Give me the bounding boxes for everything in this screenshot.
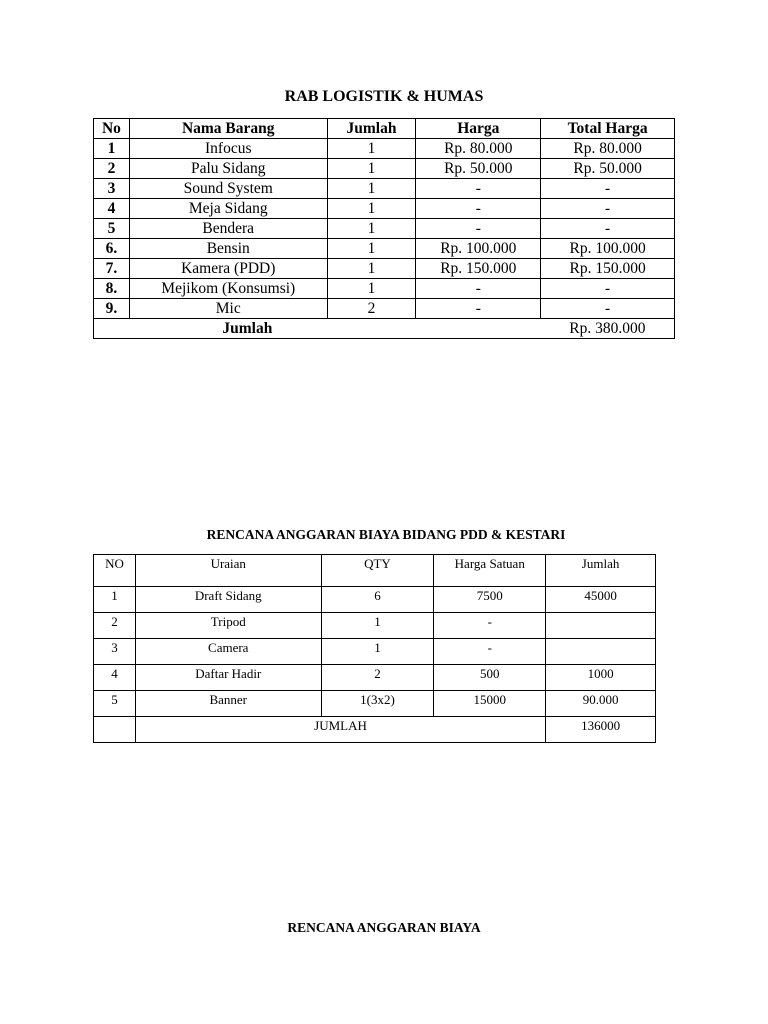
cell-harga: Rp. 50.000 (416, 159, 541, 179)
cell-total-harga: - (541, 279, 675, 299)
cell-no: 2 (94, 613, 136, 639)
cell-no: 1 (94, 587, 136, 613)
cell-jumlah: 1 (327, 199, 416, 219)
cell-harga: - (416, 179, 541, 199)
cell-no: 8. (94, 279, 130, 299)
pdd-kestari-table (93, 554, 656, 743)
table-row (94, 279, 675, 299)
table-row (94, 199, 675, 219)
cell-harga-satuan: - (434, 613, 546, 639)
cell-harga: - (416, 299, 541, 319)
cell-total-harga: Rp. 80.000 (541, 139, 675, 159)
total-row (94, 319, 675, 339)
cell-nama-barang: Infocus (129, 139, 327, 159)
cell-harga: - (416, 219, 541, 239)
cell-uraian: Tripod (135, 613, 321, 639)
cell-jumlah: 2 (327, 299, 416, 319)
cell-no: 5 (94, 219, 130, 239)
table-header-row (94, 555, 656, 587)
cell-qty: 1 (321, 639, 434, 665)
header-jumlah: Jumlah (546, 555, 656, 587)
table-row (94, 299, 675, 319)
table-row (94, 219, 675, 239)
cell-qty: 1 (321, 613, 434, 639)
cell-no: 4 (94, 665, 136, 691)
cell-nama-barang: Meja Sidang (129, 199, 327, 219)
cell-uraian: Draft Sidang (135, 587, 321, 613)
cell-no: 9. (94, 299, 130, 319)
table-row (94, 159, 675, 179)
cell-total-harga: - (541, 199, 675, 219)
table-row (94, 587, 656, 613)
header-total-harga: Total Harga (541, 119, 675, 139)
cell-harga-satuan: 15000 (434, 691, 546, 717)
cell-jumlah: 1 (327, 139, 416, 159)
cell-harga-satuan: - (434, 639, 546, 665)
cell-nama-barang: Sound System (129, 179, 327, 199)
table-row (94, 639, 656, 665)
logistik-humas-table (93, 118, 675, 339)
cell-jumlah: 1 (327, 239, 416, 259)
cell-nama-barang: Mejikom (Konsumsi) (129, 279, 327, 299)
cell-jumlah: 90.000 (546, 691, 656, 717)
cell-total-harga: - (541, 179, 675, 199)
cell-jumlah (546, 639, 656, 665)
table-row (94, 239, 675, 259)
cell-nama-barang: Bendera (129, 219, 327, 239)
cell-nama-barang: Palu Sidang (129, 159, 327, 179)
cell-no: 3 (94, 639, 136, 665)
cell-no: 1 (94, 139, 130, 159)
cell-harga: Rp. 100.000 (416, 239, 541, 259)
table-row (94, 179, 675, 199)
header-harga-satuan: Harga Satuan (434, 555, 546, 587)
cell-uraian: Camera (135, 639, 321, 665)
cell-jumlah: 1000 (546, 665, 656, 691)
cell-jumlah: 1 (327, 259, 416, 279)
cell-harga: Rp. 80.000 (416, 139, 541, 159)
cell-total-harga: Rp. 50.000 (541, 159, 675, 179)
table-row (94, 691, 656, 717)
table-header-row (94, 119, 675, 139)
cell-uraian: Daftar Hadir (135, 665, 321, 691)
cell-harga-satuan: 7500 (434, 587, 546, 613)
cell-harga-satuan: 500 (434, 665, 546, 691)
cell-qty: 6 (321, 587, 434, 613)
cell-jumlah: 1 (327, 279, 416, 299)
cell-no: 3 (94, 179, 130, 199)
cell-nama-barang: Kamera (PDD) (129, 259, 327, 279)
cell-jumlah: 1 (327, 159, 416, 179)
cell-empty (94, 717, 136, 743)
cell-no: 4 (94, 199, 130, 219)
cell-nama-barang: Bensin (129, 239, 327, 259)
cell-uraian: Banner (135, 691, 321, 717)
cell-qty: 2 (321, 665, 434, 691)
cell-no: 2 (94, 159, 130, 179)
section1-title: RAB LOGISTIK & HUMAS (284, 88, 484, 105)
table-row (94, 665, 656, 691)
header-jumlah: Jumlah (327, 119, 416, 139)
header-no: NO (94, 555, 136, 587)
cell-jumlah (546, 613, 656, 639)
cell-no: 7. (94, 259, 130, 279)
cell-total-harga: Rp. 150.000 (541, 259, 675, 279)
total-label: Jumlah (222, 320, 273, 337)
cell-harga: Rp. 150.000 (416, 259, 541, 279)
section2-title: RENCANA ANGGARAN BIAYA BIDANG PDD & KESTARI (206, 527, 566, 542)
cell-total-harga: - (541, 219, 675, 239)
total-value: Rp. 380.000 (541, 319, 675, 339)
cell-total-harga: Rp. 100.000 (541, 239, 675, 259)
cell-jumlah: 1 (327, 179, 416, 199)
table-row (94, 259, 675, 279)
total-label-cell (94, 319, 541, 339)
header-no: No (94, 119, 130, 139)
header-uraian: Uraian (135, 555, 321, 587)
section3-title: RENCANA ANGGARAN BIAYA (287, 920, 481, 935)
cell-qty: 1(3x2) (321, 691, 434, 717)
table-row (94, 613, 656, 639)
cell-jumlah: 1 (327, 219, 416, 239)
cell-no: 6. (94, 239, 130, 259)
cell-jumlah: 45000 (546, 587, 656, 613)
total-value: 136000 (546, 717, 656, 743)
total-row (94, 717, 656, 743)
header-qty: QTY (321, 555, 434, 587)
cell-no: 5 (94, 691, 136, 717)
cell-total-harga: - (541, 299, 675, 319)
cell-harga: - (416, 279, 541, 299)
cell-harga: - (416, 199, 541, 219)
header-harga: Harga (416, 119, 541, 139)
total-label: JUMLAH (135, 717, 545, 743)
cell-nama-barang: Mic (129, 299, 327, 319)
table-row (94, 139, 675, 159)
header-nama-barang: Nama Barang (129, 119, 327, 139)
